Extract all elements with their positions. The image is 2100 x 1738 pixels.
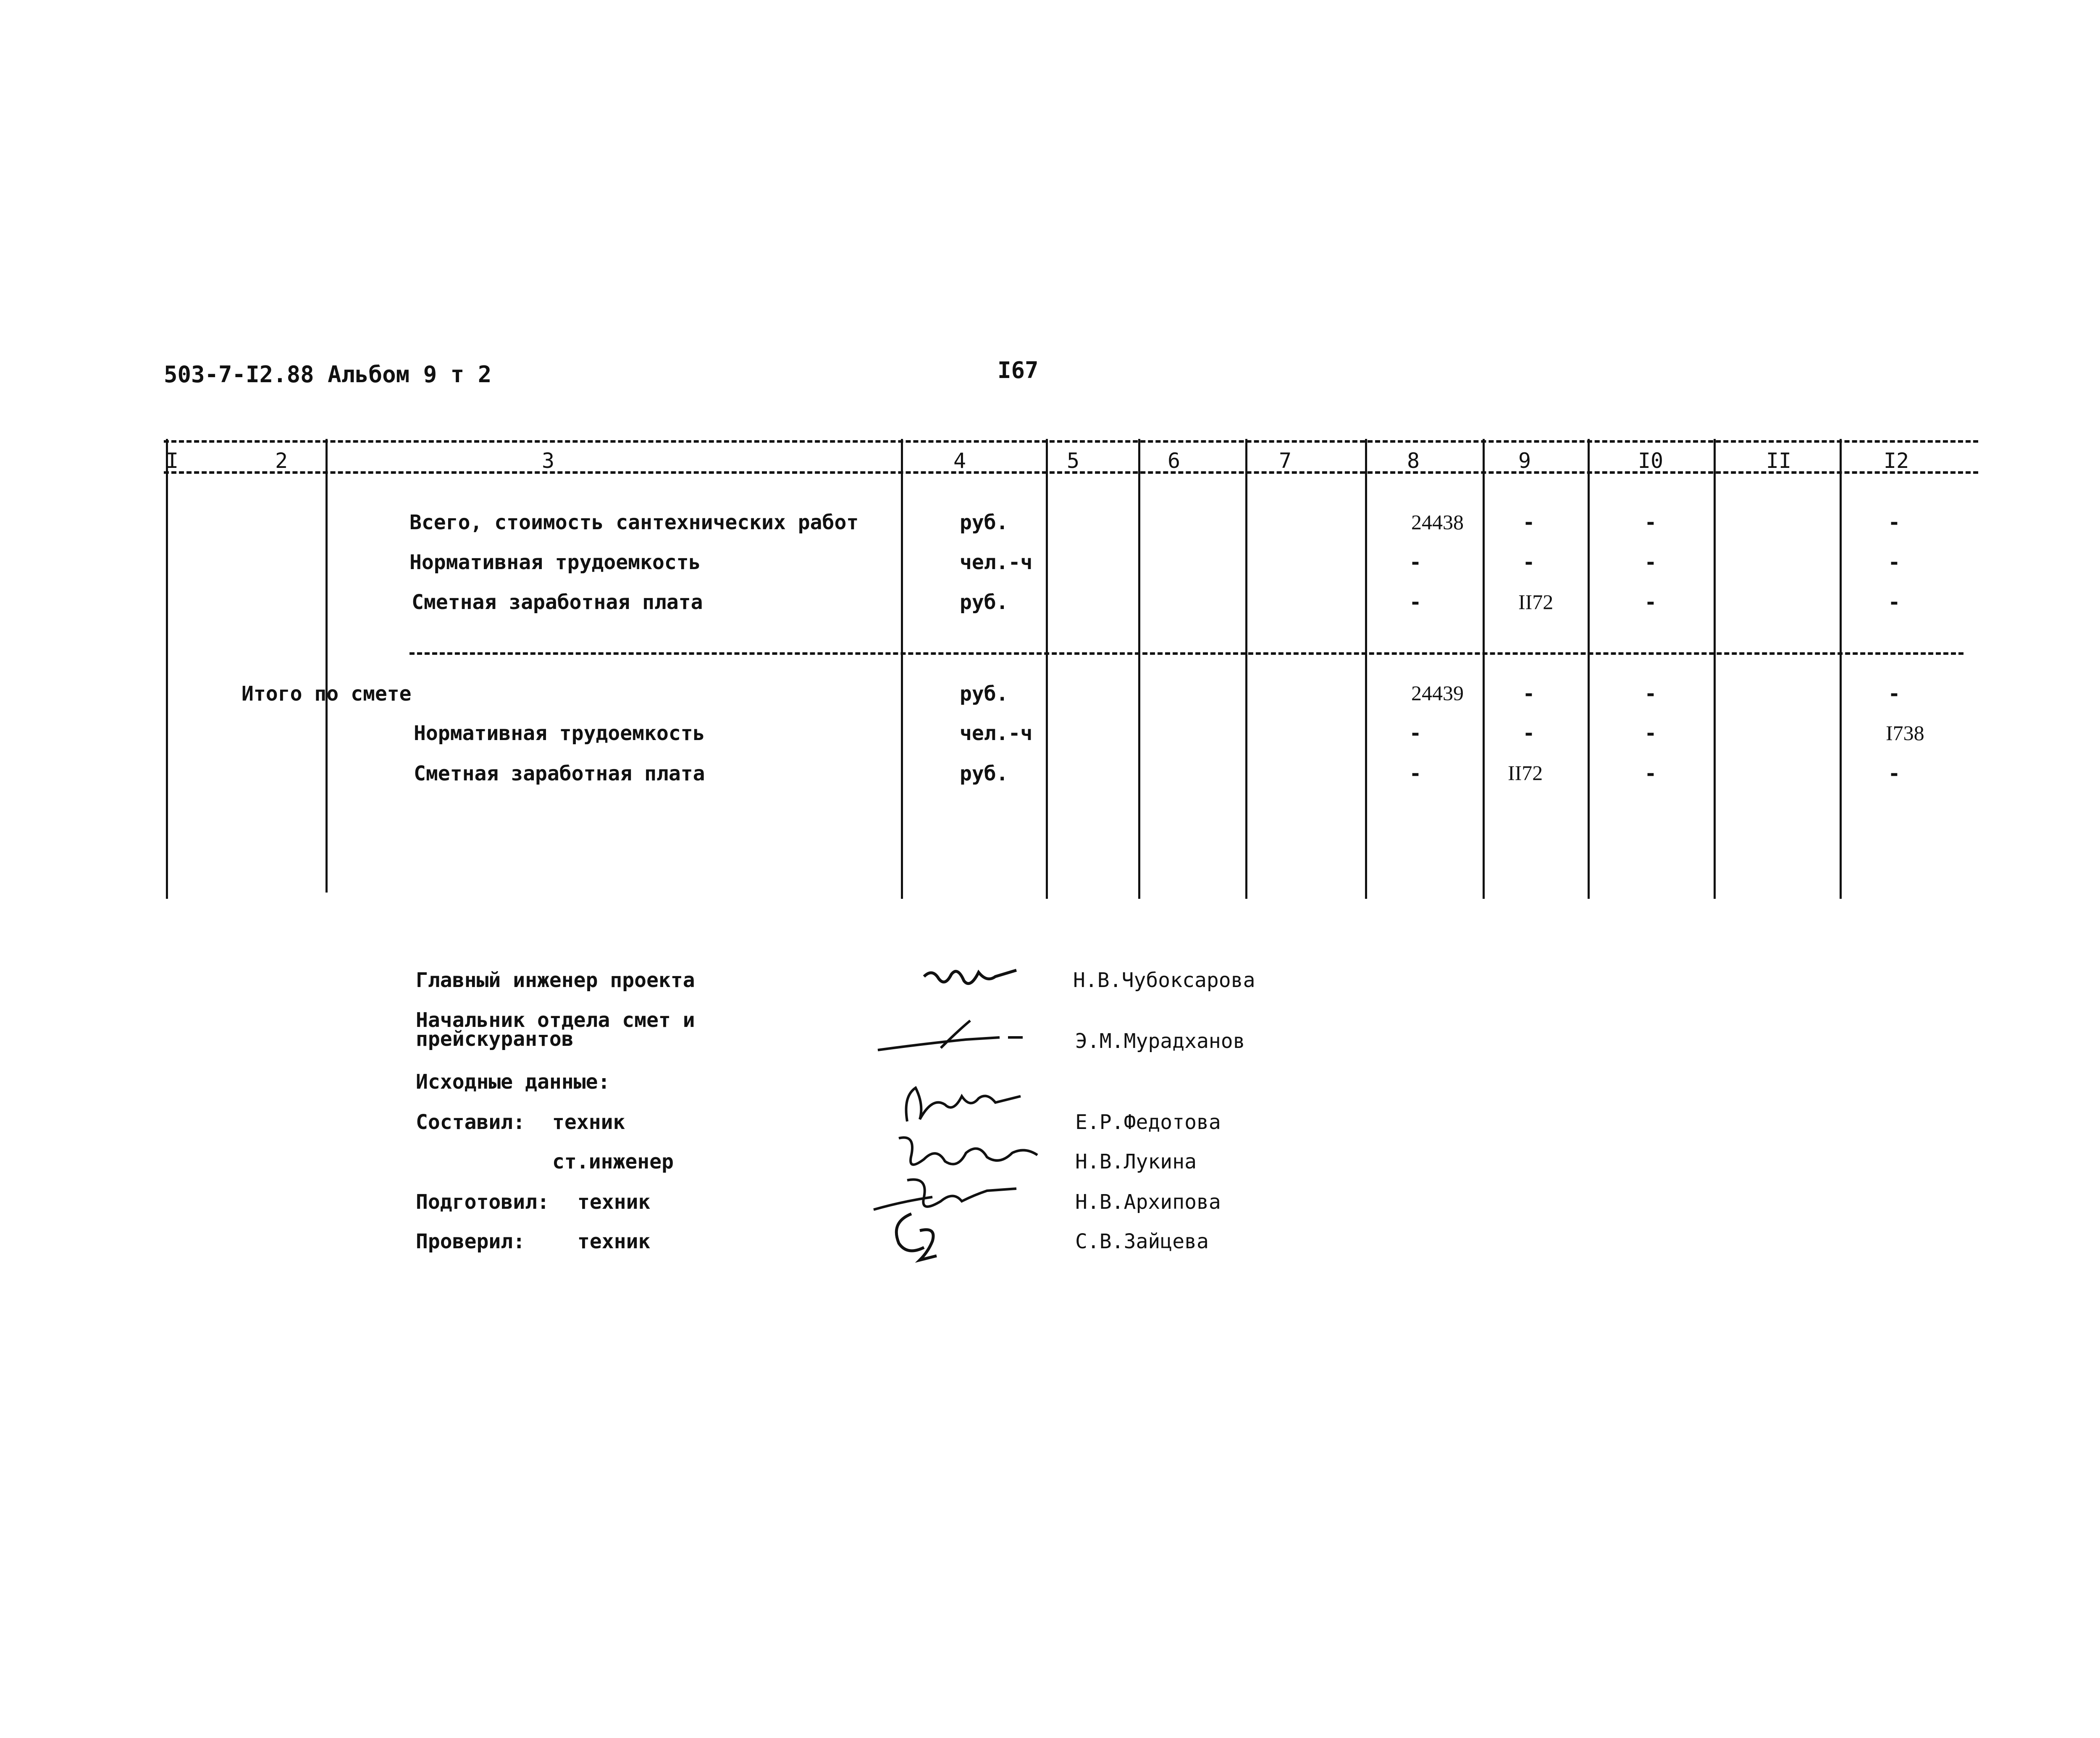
column-divider [1840, 439, 1842, 899]
cell-col10: - [1644, 551, 1657, 574]
column-divider [901, 439, 903, 899]
table-top-border [164, 440, 1978, 443]
compiled-name2: Н.В.Лукина [1075, 1150, 1197, 1174]
cell-col9: - [1522, 511, 1535, 534]
cell-col10: - [1644, 762, 1657, 785]
column-divider [1714, 439, 1716, 899]
row-unit: руб. [960, 511, 1008, 534]
cell-col8: 24439 [1411, 681, 1464, 705]
signature-scribble [874, 1014, 1025, 1061]
cell-col9: II72 [1518, 590, 1554, 614]
prepared-name: Н.В.Архипова [1075, 1190, 1221, 1214]
row-label: Нормативная трудоемкость [410, 551, 701, 574]
signature-scribble [895, 1079, 1029, 1130]
block-separator [410, 652, 1964, 655]
document-code: 503-7-I2.88 Альбом 9 т 2 [164, 361, 492, 388]
cell-col10: - [1644, 511, 1657, 534]
checked-name: С.В.Зайцева [1075, 1230, 1209, 1253]
column-number: 7 [1278, 449, 1292, 473]
column-number: I2 [1883, 449, 1909, 473]
cell-col12: - [1888, 511, 1900, 534]
cell-col12: - [1888, 591, 1900, 614]
column-number: 4 [953, 449, 966, 473]
column-number: I [165, 449, 179, 473]
cell-col8: - [1409, 762, 1422, 785]
column-number: 5 [1066, 449, 1080, 473]
compiled-role2: ст.инженер [552, 1150, 674, 1174]
column-divider [1483, 439, 1485, 899]
column-divider [1365, 439, 1367, 899]
column-number: 6 [1167, 449, 1181, 473]
cell-col9: - [1522, 682, 1535, 706]
row-unit: чел.-ч [960, 551, 1033, 574]
row-label: Сметная заработная плата [414, 762, 705, 785]
column-divider [1245, 439, 1247, 899]
column-number: 8 [1407, 449, 1420, 473]
cell-col10: - [1644, 591, 1657, 614]
chief-engineer-name: Н.В.Чубоксарова [1073, 969, 1255, 992]
column-divider [1588, 439, 1590, 899]
cell-col9: II72 [1508, 761, 1543, 785]
row-label: Всего, стоимость сантехнических работ [410, 511, 859, 534]
signature-scribble [916, 964, 1025, 998]
row-unit: руб. [960, 591, 1008, 614]
cell-col9: - [1522, 722, 1535, 745]
dept-head-role-line1: Начальник отдела смет и [416, 1008, 695, 1032]
row-unit: руб. [960, 762, 1008, 785]
column-divider [1138, 439, 1140, 899]
prepared-label: Подготовил: [416, 1190, 549, 1214]
cell-col12: - [1888, 762, 1900, 785]
source-data-label: Исходные данные: [416, 1070, 610, 1094]
row-label: Нормативная трудоемкость [414, 722, 705, 745]
compiled-label: Составил: [416, 1111, 525, 1134]
row-unit: руб. [960, 682, 1008, 706]
cell-col10: - [1644, 722, 1657, 745]
cell-col12: - [1888, 682, 1900, 706]
column-divider [326, 439, 328, 893]
checked-role: техник [578, 1230, 651, 1253]
checked-label: Проверил: [416, 1230, 525, 1253]
cell-col8: 24438 [1411, 510, 1464, 534]
column-divider [166, 439, 168, 899]
prepared-role: техник [578, 1190, 651, 1214]
cell-col8: - [1409, 591, 1422, 614]
compiled-role1: техник [552, 1111, 625, 1134]
column-number: 9 [1518, 449, 1531, 473]
column-number: 3 [541, 449, 555, 473]
signature-scribble [886, 1205, 970, 1264]
row-unit: чел.-ч [960, 722, 1033, 745]
cell-col12: I738 [1886, 721, 1924, 745]
column-number: II [1766, 449, 1792, 473]
column-number: I0 [1638, 449, 1664, 473]
dept-head-name: Э.М.Мурадханов [1075, 1029, 1245, 1053]
column-divider [1046, 439, 1048, 899]
total-label: Итого по смете [242, 682, 412, 706]
chief-engineer-role: Главный инженер проекта [416, 969, 695, 992]
cell-col8: - [1409, 722, 1422, 745]
column-number: 2 [275, 449, 288, 473]
compiled-name1: Е.Р.Федотова [1075, 1111, 1221, 1134]
row-label: Сметная заработная плата [412, 591, 703, 614]
signature-scribble [890, 1130, 1042, 1176]
page-number: I67 [998, 357, 1039, 383]
cell-col12: - [1888, 551, 1900, 574]
dept-head-role-line2: прейскурантов [416, 1027, 574, 1051]
cell-col10: - [1644, 682, 1657, 706]
cell-col8: - [1409, 551, 1422, 574]
cell-col9: - [1522, 551, 1535, 574]
